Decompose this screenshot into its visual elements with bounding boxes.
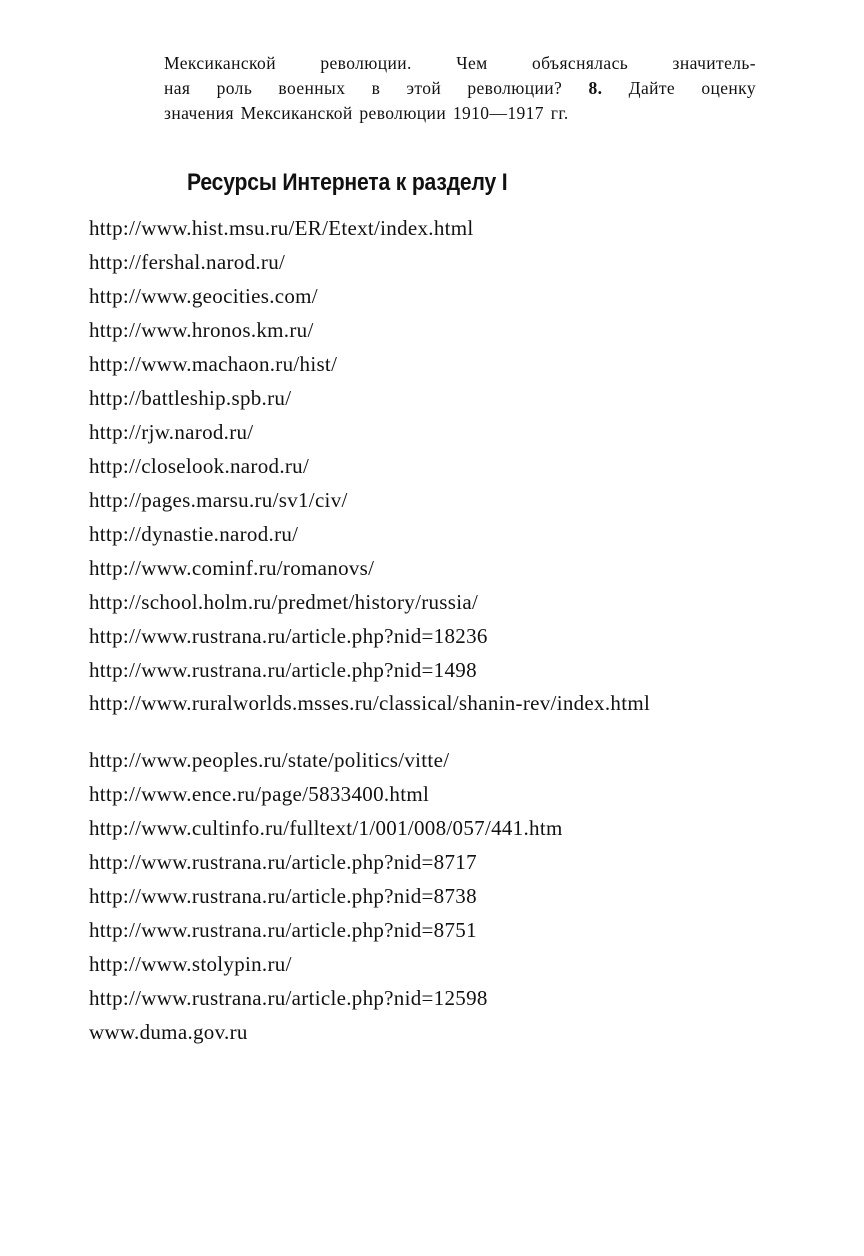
- resource-link[interactable]: http://www.rustrana.ru/article.php?nid=12598: [89, 986, 488, 1010]
- resource-link[interactable]: http://www.rustrana.ru/article.php?nid=8738: [89, 884, 477, 908]
- resource-link[interactable]: http://www.hist.msu.ru/ER/Etext/index.html: [89, 216, 474, 240]
- resource-link[interactable]: http://closelook.narod.ru/: [89, 454, 310, 478]
- resource-link[interactable]: http://www.rustrana.ru/article.php?nid=18236: [89, 624, 488, 648]
- resource-link[interactable]: http://school.holm.ru/predmet/history/russia/: [89, 590, 479, 614]
- resource-link[interactable]: http://www.rustrana.ru/article.php?nid=1498: [89, 658, 477, 682]
- resource-link[interactable]: http://www.rustrana.ru/article.php?nid=8717: [89, 850, 477, 874]
- intro-line-1: Мексиканской революции. Чем объяснялась значитель-: [164, 53, 756, 73]
- resource-link[interactable]: http://www.ence.ru/page/5833400.html: [89, 782, 430, 806]
- resource-link[interactable]: http://www.cultinfo.ru/fulltext/1/001/008/057/441.htm: [89, 816, 563, 840]
- resource-link[interactable]: http://www.stolypin.ru/: [89, 952, 292, 976]
- resource-link[interactable]: http://www.geocities.com/: [89, 284, 318, 308]
- resource-link[interactable]: http://www.ruralworlds.msses.ru/classical/shanin-rev/​index.html: [89, 691, 651, 715]
- intro-line-2-task: Дайте оценку: [628, 78, 756, 98]
- resource-link[interactable]: http://www.cominf.ru/romanovs/: [89, 556, 375, 580]
- resource-link[interactable]: http://rjw.narod.ru/: [89, 420, 254, 444]
- intro-paragraph: [164, 51, 756, 126]
- resource-link[interactable]: http://battleship.spb.ru/: [89, 386, 292, 410]
- resource-link[interactable]: http://www.machaon.ru/hist/: [89, 352, 338, 376]
- resource-link[interactable]: www.duma.gov.ru: [89, 1020, 248, 1044]
- resource-link[interactable]: http://pages.marsu.ru/sv1/civ/: [89, 488, 348, 512]
- intro-line-2: [164, 76, 756, 101]
- question-number: 8.: [588, 78, 603, 98]
- resource-link[interactable]: http://www.hronos.km.ru/: [89, 318, 314, 342]
- intro-line-3: значения Мексиканской революции 1910—1917 гг.: [164, 103, 569, 123]
- resource-link[interactable]: http://www.peoples.ru/state/politics/vitte/: [89, 748, 450, 772]
- resource-link[interactable]: http://dynastie.narod.ru/: [89, 522, 299, 546]
- resource-link[interactable]: http://www.rustrana.ru/article.php?nid=8751: [89, 918, 477, 942]
- intro-line-2-question: ная роль военных в этой революции?: [164, 78, 563, 98]
- resource-link[interactable]: http://fershal.narod.ru/: [89, 250, 286, 274]
- section-heading: Ресурсы Интернета к разделу I: [187, 169, 508, 196]
